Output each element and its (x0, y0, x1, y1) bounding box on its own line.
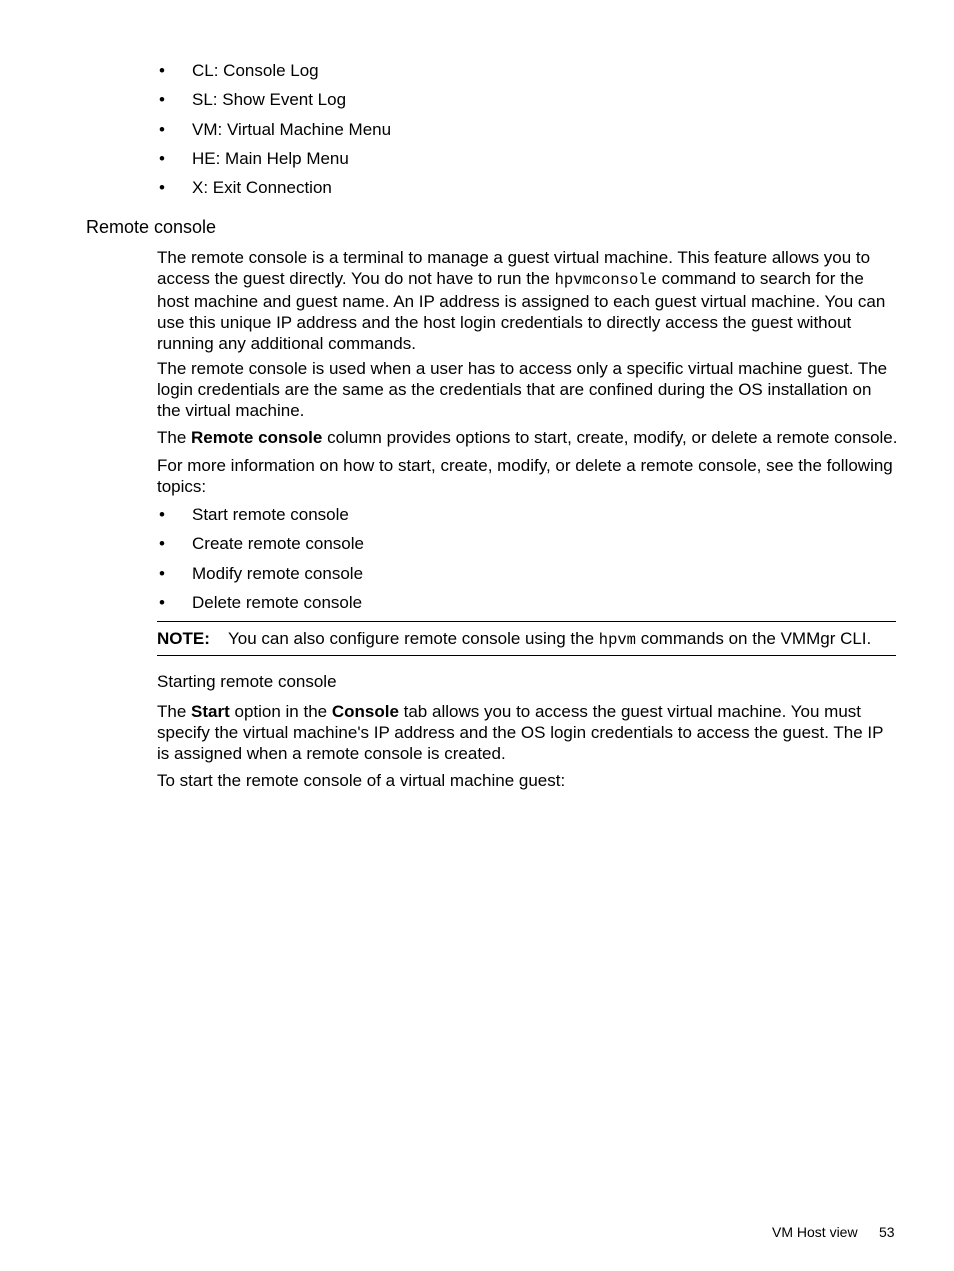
paragraph-more-info: For more information on how to start, create, modify, or delete a remote console, see the following topics: (157, 456, 893, 496)
footer-label: VM Host view (772, 1224, 858, 1240)
bullet-icon: • (159, 90, 165, 110)
bullet-icon: • (159, 592, 165, 612)
list-item: • Start remote console (157, 500, 364, 529)
section-heading: Remote console (86, 217, 217, 237)
list-item: • VM: Virtual Machine Menu (157, 115, 391, 144)
bullet-icon: • (159, 61, 165, 80)
list-item: • HE: Main Help Menu (157, 144, 391, 173)
bullet-icon: • (159, 563, 165, 583)
subsection-heading: Starting remote console (157, 672, 337, 691)
list-item: • Delete remote console (157, 588, 364, 617)
list-item: • X: Exit Connection (157, 173, 391, 202)
note-text: You can also configure remote console using the hpvm commands on the VMMgr CLI. (228, 629, 872, 649)
bullet-icon: • (159, 178, 165, 198)
note-box (157, 621, 896, 656)
topics-list (157, 500, 364, 617)
list-item: • Modify remote console (157, 559, 364, 588)
paragraph-intro: The remote console is a terminal to manage a guest virtual machine. This feature allows you to access the guest directly. You do not have to run the hpvmconsole command to search for the host machine and guest name. An IP address is assigned to each guest virtual machine. You can use this unique IP address and the host login credentials to directly access the guest without running any additional commands. (157, 248, 886, 353)
bold-term: Remote console (191, 428, 323, 447)
bullet-icon: • (159, 119, 165, 139)
list-item: • SL: Show Event Log (157, 85, 391, 114)
bullet-icon: • (159, 534, 165, 554)
list-item: • Create remote console (157, 529, 364, 558)
bullet-icon: • (159, 148, 165, 168)
bullet-icon: • (159, 505, 165, 524)
note-label: NOTE: (157, 629, 210, 648)
paragraph-column: The Remote console column provides options to start, create, modify, or delete a remote console. (157, 428, 898, 447)
paragraph-usage: The remote console is used when a user has to access only a specific virtual machine guest. The login credentials are the same as the credentials that are confined during the OS installation on the virtual machine. (157, 359, 888, 420)
page-number: 53 (879, 1224, 895, 1240)
list-item: • CL: Console Log (157, 56, 391, 85)
bold-term: Console (331, 702, 399, 721)
inline-code: hpvm (598, 631, 636, 649)
bold-term: Start (191, 702, 230, 721)
paragraph-start-option: The Start option in the Console tab allows you to access the guest virtual machine. You must specify the virtual machine's IP address and the OS login credentials to access the guest. The IP is assigned when a remote console is created. (157, 702, 884, 763)
top-menu-list (157, 56, 391, 202)
inline-code: hpvmconsole (554, 271, 657, 289)
paragraph-to-start: To start the remote console of a virtual machine guest: (157, 771, 566, 790)
